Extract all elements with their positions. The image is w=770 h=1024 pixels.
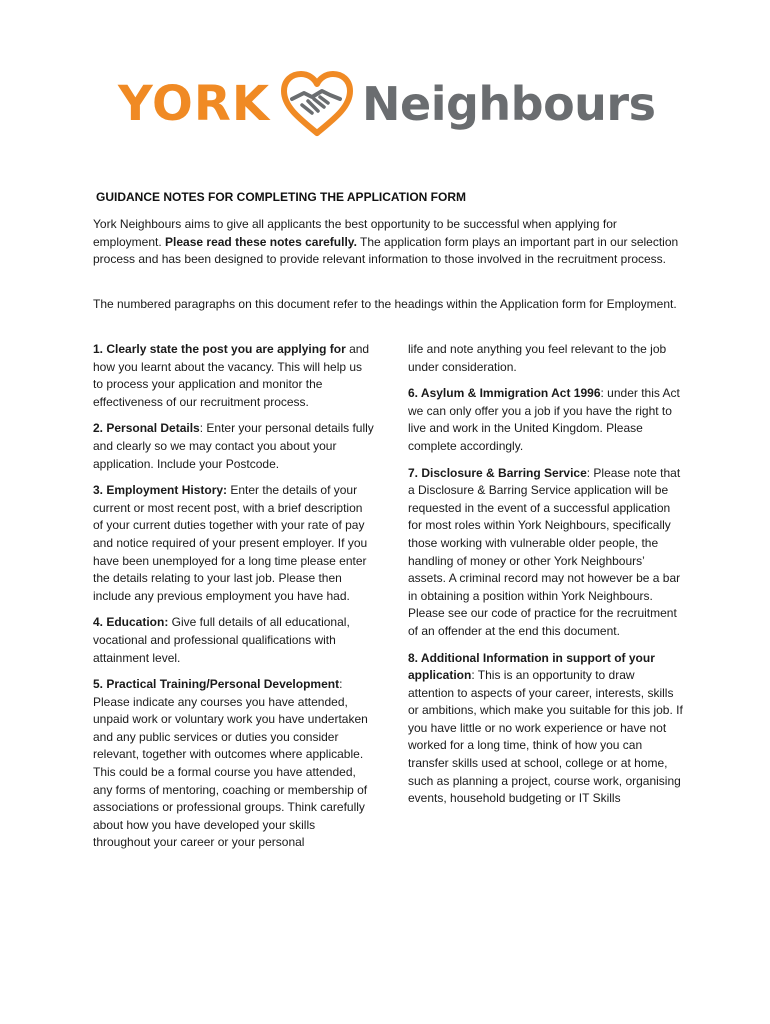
intro-p1-end: The application form plays an important part in our selection process and has been designed to provide relevant information to those involved in the recruitment process. bbox=[93, 234, 679, 267]
section-8-title: 8. Additional Information in support of your application bbox=[408, 650, 655, 683]
section-4 bbox=[93, 614, 375, 667]
logo-york-text: YORK bbox=[118, 76, 271, 132]
section-3 bbox=[93, 482, 375, 605]
section-2-title: 2. Personal Details bbox=[93, 421, 200, 436]
intro-p1-start: York Neighbours aims to give all applicants the best opportunity to be successful when applying for employment. bbox=[93, 217, 617, 249]
logo-neighbours-text: Neighbours bbox=[362, 77, 656, 131]
section-1-body: and how you learnt about the vacancy. This will help us to process your application and monitor the effectiveness of our recruitment process. bbox=[93, 342, 370, 409]
intro-paragraph-1 bbox=[93, 216, 683, 269]
york-neighbours-logo bbox=[118, 64, 658, 144]
section-3-title: 3. Employment History: bbox=[93, 483, 228, 498]
section-4-body: Give full details of all educational, vocational and professional qualifications with attainment level. bbox=[93, 615, 350, 665]
section-8 bbox=[408, 650, 683, 808]
section-6-title: 6. Asylum & Immigration Act 1996 bbox=[408, 386, 601, 401]
section-2 bbox=[93, 420, 375, 473]
section-5-title: 5. Practical Training/Personal Development bbox=[93, 677, 340, 692]
left-column bbox=[93, 341, 375, 861]
section-5 bbox=[93, 676, 375, 852]
intro-p1-bold: Please read these notes carefully. bbox=[165, 234, 357, 249]
right-column bbox=[408, 341, 683, 817]
section-5-body: : Please indicate any courses you have attended, unpaid work or voluntary work you have undertaken and any public services or duties you consider relevant, together with outcomes where applicable. This could be a formal course you have attended, any forms of mentoring, coaching or membership of associations or professional groups. Think carefully about how you have developed your skills throughout your career or your personal bbox=[93, 677, 368, 850]
section-6 bbox=[408, 385, 683, 455]
page-heading: GUIDANCE NOTES FOR COMPLETING THE APPLICATION FORM bbox=[96, 190, 466, 204]
section-7-title: 7. Disclosure & Barring Service bbox=[408, 465, 587, 480]
section-4-title: 4. Education: bbox=[93, 615, 169, 630]
section-3-body: Enter the details of your current or most recent post, with a brief description of your current duties together with your rate of pay and notice required of your present employer. If you have been unemployed for a long time please enter the details relating to your last job. Please then include any previous employment you have had. bbox=[93, 483, 368, 603]
section-1-title: 1. Clearly state the post you are applying for bbox=[93, 342, 346, 356]
handshake-heart-icon bbox=[278, 69, 356, 139]
intro-paragraph-2: The numbered paragraphs on this document refer to the headings within the Application form for Employment. bbox=[93, 297, 677, 311]
section-7 bbox=[408, 465, 683, 641]
section-5-continued: life and note anything you feel relevant to the job under consideration. bbox=[408, 342, 667, 374]
section-2-body: : Enter your personal details fully and clearly so we may contact you about your application. Include your Postcode. bbox=[93, 421, 374, 471]
section-7-body: : Please note that a Disclosure & Barring Service application will be requested in the event of a successful application for most roles within York Neighbours, specifically those working with vulnerable older people, the handling of money or other York Neighbours’ assets. A criminal record may not however be a bar in obtaining a position within York Neighbours. Please see our code of practice for the recruitment of an offender at the end this document. bbox=[408, 465, 681, 638]
section-8-body: : This is an opportunity to draw attention to aspects of your career, interests, skills or ambitions, which make you suitable for this job. If you have little or no work experience or have not worked for a long time, think of how you can transfer skills used at school, college or at home, such as planning a project, course work, organising events, household budgeting or IT Skills bbox=[408, 668, 683, 806]
section-6-body: : under this Act we can only offer you a job if you have the right to live and work in the United Kingdom. Please complete accordingly. bbox=[408, 386, 680, 453]
section-1 bbox=[93, 341, 375, 411]
